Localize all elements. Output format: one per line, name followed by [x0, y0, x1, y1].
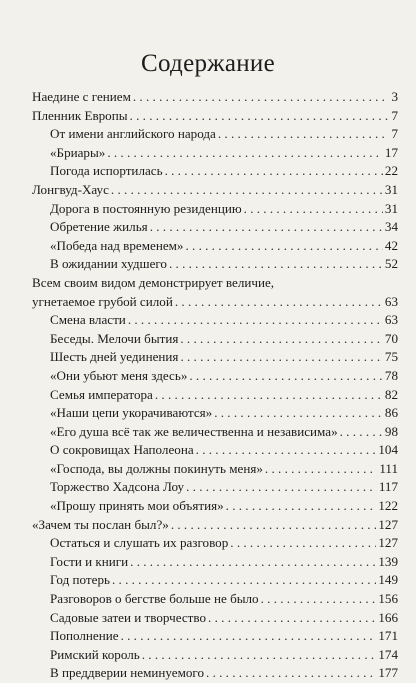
toc-entry-title: Гости и книги	[50, 553, 129, 569]
toc-page-number: 34	[384, 219, 398, 235]
toc-subentry	[32, 200, 398, 219]
toc-page-number: 98	[384, 423, 398, 439]
dot-leader	[111, 181, 383, 200]
toc-subentry	[32, 478, 398, 497]
bleed-through-text	[0, 0, 416, 52]
toc-entry-title: Беседы. Мелочи бытия	[50, 330, 179, 346]
toc-entry-title: Торжество Хадсона Лоу	[50, 479, 185, 495]
toc-entry-title: Пленник Европы	[32, 107, 128, 123]
dot-leader	[171, 516, 377, 535]
dot-leader	[175, 293, 383, 312]
toc-entry-title: Семья императора	[50, 386, 153, 402]
toc-page-number: 78	[384, 367, 398, 383]
dot-leader	[218, 125, 390, 144]
toc-entry-title: Остаться и слушать их разговор	[50, 535, 229, 551]
toc-entry	[32, 274, 398, 293]
toc-entry-title: Всем своим видом демонстрирует величие,	[32, 274, 275, 290]
toc-subentry	[32, 571, 398, 590]
page-title: Содержание	[141, 50, 275, 77]
toc-entry-title: Пополнение	[50, 628, 119, 644]
toc-entry-title: «Они убьют меня здесь»	[50, 367, 188, 383]
toc-entry-title: «Победа над временем»	[50, 237, 184, 253]
dot-leader	[142, 646, 377, 665]
toc-entry-title: Год потерь	[50, 572, 110, 588]
toc-entry-title: «Его душа всё так же величественна и независима»	[50, 423, 338, 439]
toc-entry-title: Шесть дней уединения	[50, 349, 179, 365]
toc-subentry	[32, 386, 398, 405]
dot-leader	[244, 200, 383, 219]
dot-leader	[265, 460, 377, 479]
toc-entry-title: Римский король	[50, 646, 140, 662]
toc-page-number: 149	[378, 572, 398, 588]
toc-entry-title: «Зачем ты послан был?»	[32, 516, 169, 532]
dot-leader	[128, 311, 383, 330]
toc-entry-title: В ожидании худшего	[50, 256, 167, 272]
dot-leader	[208, 609, 376, 628]
toc-subentry	[32, 627, 398, 646]
toc-page-number: 31	[384, 200, 398, 216]
toc-subentry	[32, 646, 398, 665]
table-of-contents	[32, 88, 398, 683]
dot-leader	[226, 497, 377, 516]
toc-subentry	[32, 330, 398, 349]
toc-page-number: 82	[384, 386, 398, 402]
toc-page-number: 117	[378, 479, 398, 495]
toc-page-number: 111	[379, 460, 398, 476]
toc-subentry	[32, 664, 398, 683]
dot-leader	[186, 478, 377, 497]
toc-page-number: 52	[384, 256, 398, 272]
dot-leader	[121, 627, 377, 646]
toc-subentry	[32, 311, 398, 330]
toc-subentry	[32, 367, 398, 386]
toc-entry-title: Погода испортилась	[50, 163, 163, 179]
toc-subentry	[32, 348, 398, 367]
toc-page-number: 171	[378, 628, 398, 644]
toc-subentry	[32, 125, 398, 144]
toc-page-number: 63	[384, 293, 398, 309]
toc-entry-title: О сокровищах Наполеона	[50, 442, 194, 458]
toc-page-number: 139	[378, 553, 398, 569]
toc-subentry	[32, 162, 398, 181]
dot-leader	[130, 107, 390, 126]
toc-entry-title: Наедине с гением	[32, 89, 131, 104]
toc-page-number: 22	[384, 163, 398, 179]
toc-page-number: 70	[384, 330, 398, 346]
toc-subentry	[32, 237, 398, 256]
toc-page-number: 127	[378, 535, 398, 551]
dot-leader	[261, 590, 377, 609]
toc-page-number: 86	[384, 405, 398, 421]
toc-entry-title: Садовые затеи и творчество	[50, 609, 207, 625]
toc-subentry	[32, 553, 398, 572]
toc-entry-title: «Наши цепи укорачиваются»	[50, 405, 213, 421]
toc-entry	[32, 293, 398, 312]
toc-page-number: 63	[384, 312, 398, 328]
toc-entry-title: Дорога в постоянную резиденцию	[50, 200, 242, 216]
toc-subentry	[32, 144, 398, 163]
toc-page-number: 17	[384, 144, 398, 160]
toc-entry	[32, 107, 398, 126]
toc-page-number: 127	[378, 516, 398, 532]
toc-page-number: 177	[378, 665, 398, 681]
toc-subentry	[32, 255, 398, 274]
dot-leader	[196, 441, 377, 460]
dot-leader	[340, 423, 383, 442]
dot-leader	[206, 664, 376, 683]
toc-page-number: 156	[378, 591, 398, 607]
toc-entry-title: Разговоров о бегстве больше не было	[50, 591, 259, 607]
toc-entry-title: «Господа, вы должны покинуть меня»	[50, 460, 263, 476]
toc-page-number: 75	[384, 349, 398, 365]
toc-page-number: 7	[391, 107, 398, 123]
toc-entry	[32, 88, 398, 107]
dot-leader	[155, 386, 383, 405]
dot-leader	[180, 348, 382, 367]
toc-page-number: 122	[378, 498, 398, 514]
toc-entry	[32, 181, 398, 200]
toc-entry-title: «Прошу принять мои объятия»	[50, 498, 224, 514]
toc-entry	[32, 516, 398, 535]
toc-page-number: 42	[384, 237, 398, 253]
dot-leader	[107, 144, 383, 163]
toc-entry-title: Обретение жилья	[50, 219, 148, 235]
toc-entry-title: Лонгвуд-Хаус	[32, 181, 109, 197]
toc-page-number: 31	[384, 181, 398, 197]
dot-leader	[189, 367, 383, 386]
toc-subentry	[32, 534, 398, 553]
dot-leader	[150, 218, 383, 237]
dot-leader	[169, 255, 383, 274]
toc-subentry	[32, 609, 398, 628]
toc-subentry	[32, 404, 398, 423]
toc-subentry	[32, 218, 398, 237]
toc-subentry	[32, 441, 398, 460]
dot-leader	[230, 534, 376, 553]
toc-subentry	[32, 590, 398, 609]
toc-entry-title: «Бриары»	[50, 144, 106, 160]
dot-leader	[185, 237, 382, 256]
toc-subentry	[32, 423, 398, 442]
toc-subentry	[32, 497, 398, 516]
toc-page-number: 104	[378, 442, 398, 458]
toc-entry-title: От имени английского народа	[50, 126, 216, 142]
toc-page-number: 3	[391, 89, 398, 104]
dot-leader	[165, 162, 383, 181]
toc-entry-title: Смена власти	[50, 312, 126, 328]
toc-entry-title: В преддверии неминуемого	[50, 665, 205, 681]
dot-leader	[133, 88, 390, 107]
dot-leader	[130, 553, 376, 572]
dot-leader	[214, 404, 383, 423]
dot-leader	[180, 330, 383, 349]
toc-page-number: 174	[378, 646, 398, 662]
dot-leader	[112, 571, 376, 590]
toc-page-number: 7	[391, 126, 398, 142]
toc-subentry	[32, 460, 398, 479]
toc-page-number: 166	[378, 609, 398, 625]
toc-entry-title: угнетаемое грубой силой	[32, 293, 173, 309]
